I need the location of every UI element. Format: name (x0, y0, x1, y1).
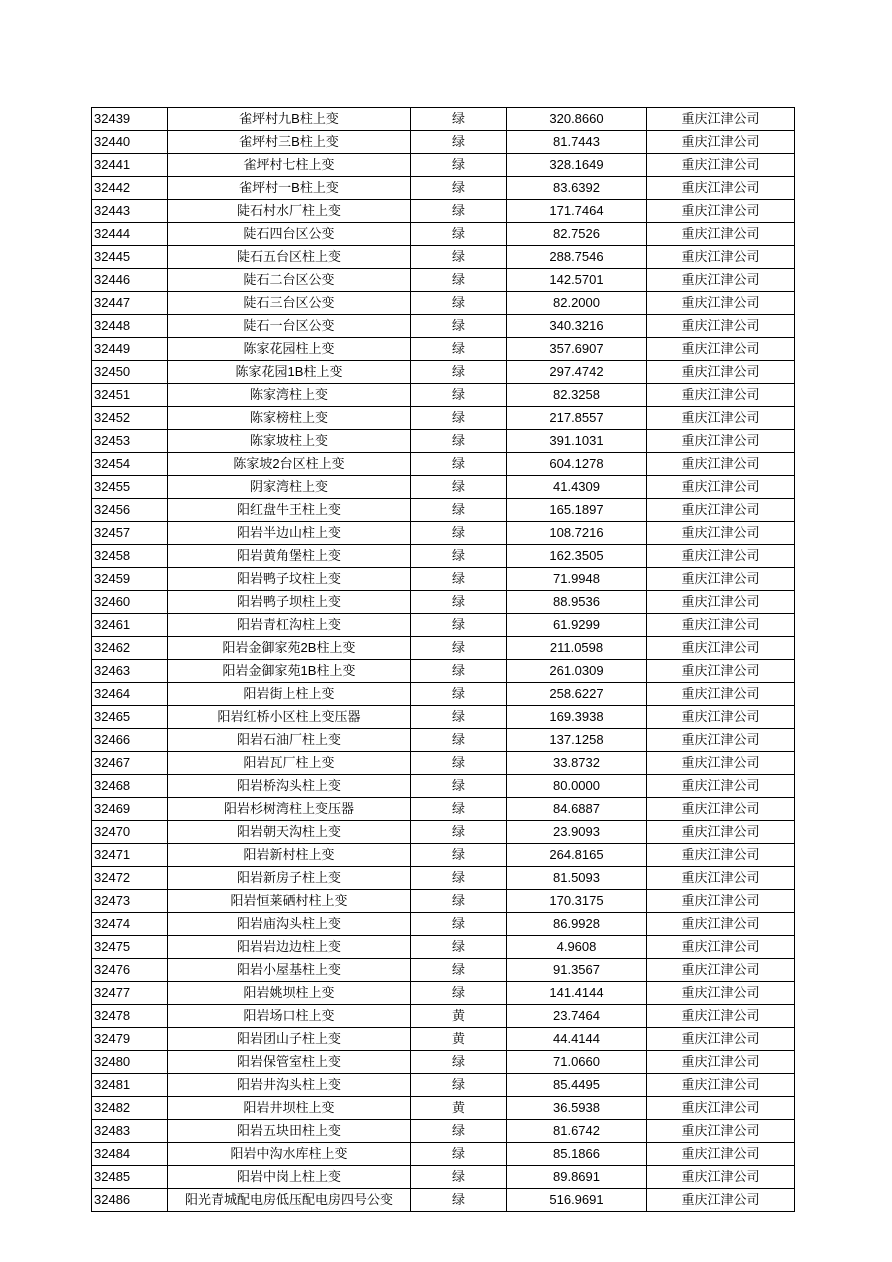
cell-id: 32454 (92, 453, 168, 476)
cell-value: 71.0660 (507, 1051, 647, 1074)
table-row (92, 246, 795, 269)
cell-status-color: 绿 (411, 315, 507, 338)
cell-organization: 重庆江津公司 (647, 614, 795, 637)
cell-name: 陡石三台区公变 (168, 292, 411, 315)
cell-value: 162.3505 (507, 545, 647, 568)
cell-value: 141.4144 (507, 982, 647, 1005)
cell-value: 211.0598 (507, 637, 647, 660)
cell-name: 陈家湾柱上变 (168, 384, 411, 407)
cell-name: 阳岩杉树湾柱上变压器 (168, 798, 411, 821)
cell-id: 32451 (92, 384, 168, 407)
transformer-data-table (91, 107, 795, 1212)
table-row (92, 798, 795, 821)
cell-organization: 重庆江津公司 (647, 407, 795, 430)
cell-id: 32457 (92, 522, 168, 545)
cell-id: 32453 (92, 430, 168, 453)
data-table-container (91, 107, 794, 1212)
cell-id: 32484 (92, 1143, 168, 1166)
cell-status-color: 绿 (411, 545, 507, 568)
cell-value: 391.1031 (507, 430, 647, 453)
table-row (92, 1120, 795, 1143)
cell-value: 169.3938 (507, 706, 647, 729)
cell-name: 阳岩桥沟头柱上变 (168, 775, 411, 798)
cell-name: 阳岩庙沟头柱上变 (168, 913, 411, 936)
cell-id: 32475 (92, 936, 168, 959)
cell-organization: 重庆江津公司 (647, 1074, 795, 1097)
cell-id: 32481 (92, 1074, 168, 1097)
cell-status-color: 绿 (411, 1074, 507, 1097)
cell-id: 32474 (92, 913, 168, 936)
table-row (92, 1097, 795, 1120)
cell-id: 32460 (92, 591, 168, 614)
cell-value: 170.3175 (507, 890, 647, 913)
cell-name: 陡石四台区公变 (168, 223, 411, 246)
cell-organization: 重庆江津公司 (647, 499, 795, 522)
table-row (92, 913, 795, 936)
cell-organization: 重庆江津公司 (647, 798, 795, 821)
cell-value: 86.9928 (507, 913, 647, 936)
cell-status-color: 绿 (411, 1120, 507, 1143)
cell-value: 23.9093 (507, 821, 647, 844)
table-row (92, 1166, 795, 1189)
cell-name: 阳岩青杠沟柱上变 (168, 614, 411, 637)
cell-status-color: 绿 (411, 1166, 507, 1189)
cell-name: 阳岩新房子柱上变 (168, 867, 411, 890)
cell-id: 32458 (92, 545, 168, 568)
cell-id: 32462 (92, 637, 168, 660)
table-row (92, 154, 795, 177)
table-row (92, 1074, 795, 1097)
cell-id: 32467 (92, 752, 168, 775)
cell-organization: 重庆江津公司 (647, 315, 795, 338)
table-row (92, 1143, 795, 1166)
cell-status-color: 绿 (411, 775, 507, 798)
cell-organization: 重庆江津公司 (647, 200, 795, 223)
table-row (92, 292, 795, 315)
table-row (92, 407, 795, 430)
cell-organization: 重庆江津公司 (647, 246, 795, 269)
cell-name: 阳红盘牛王柱上变 (168, 499, 411, 522)
cell-organization: 重庆江津公司 (647, 1051, 795, 1074)
cell-organization: 重庆江津公司 (647, 591, 795, 614)
cell-name: 雀坪村九B柱上变 (168, 108, 411, 131)
cell-name: 陈家坡2台区柱上变 (168, 453, 411, 476)
table-body (92, 108, 795, 1212)
cell-status-color: 黄 (411, 1028, 507, 1051)
cell-status-color: 绿 (411, 384, 507, 407)
cell-value: 80.0000 (507, 775, 647, 798)
cell-id: 32450 (92, 361, 168, 384)
cell-status-color: 绿 (411, 361, 507, 384)
cell-value: 604.1278 (507, 453, 647, 476)
cell-value: 258.6227 (507, 683, 647, 706)
cell-status-color: 绿 (411, 637, 507, 660)
cell-value: 264.8165 (507, 844, 647, 867)
cell-name: 阳岩岩边边柱上变 (168, 936, 411, 959)
cell-organization: 重庆江津公司 (647, 1028, 795, 1051)
table-row (92, 844, 795, 867)
table-row (92, 568, 795, 591)
cell-value: 91.3567 (507, 959, 647, 982)
table-row (92, 821, 795, 844)
cell-organization: 重庆江津公司 (647, 1143, 795, 1166)
cell-organization: 重庆江津公司 (647, 913, 795, 936)
cell-value: 165.1897 (507, 499, 647, 522)
cell-name: 阳岩井沟头柱上变 (168, 1074, 411, 1097)
cell-value: 23.7464 (507, 1005, 647, 1028)
cell-organization: 重庆江津公司 (647, 1166, 795, 1189)
cell-name: 陈家坡柱上变 (168, 430, 411, 453)
cell-organization: 重庆江津公司 (647, 982, 795, 1005)
cell-organization: 重庆江津公司 (647, 867, 795, 890)
cell-status-color: 绿 (411, 706, 507, 729)
cell-status-color: 绿 (411, 867, 507, 890)
cell-value: 328.1649 (507, 154, 647, 177)
cell-value: 82.3258 (507, 384, 647, 407)
cell-status-color: 绿 (411, 1189, 507, 1212)
table-row (92, 269, 795, 292)
table-row (92, 752, 795, 775)
cell-organization: 重庆江津公司 (647, 269, 795, 292)
table-row (92, 936, 795, 959)
table-row (92, 867, 795, 890)
cell-id: 32471 (92, 844, 168, 867)
cell-value: 41.4309 (507, 476, 647, 499)
cell-status-color: 绿 (411, 890, 507, 913)
cell-organization: 重庆江津公司 (647, 683, 795, 706)
cell-status-color: 绿 (411, 1051, 507, 1074)
cell-name: 雀坪村三B柱上变 (168, 131, 411, 154)
cell-id: 32480 (92, 1051, 168, 1074)
cell-status-color: 绿 (411, 499, 507, 522)
cell-value: 4.9608 (507, 936, 647, 959)
cell-organization: 重庆江津公司 (647, 637, 795, 660)
cell-name: 阳岩团山子柱上变 (168, 1028, 411, 1051)
cell-organization: 重庆江津公司 (647, 1097, 795, 1120)
cell-value: 516.9691 (507, 1189, 647, 1212)
cell-name: 阳岩金御家苑1B柱上变 (168, 660, 411, 683)
table-row (92, 706, 795, 729)
cell-name: 阳岩小屋基柱上变 (168, 959, 411, 982)
table-row (92, 384, 795, 407)
cell-name: 阳岩中沟水库柱上变 (168, 1143, 411, 1166)
table-row (92, 1005, 795, 1028)
cell-id: 32466 (92, 729, 168, 752)
cell-name: 阳岩五块田柱上变 (168, 1120, 411, 1143)
cell-organization: 重庆江津公司 (647, 729, 795, 752)
cell-id: 32472 (92, 867, 168, 890)
cell-id: 32455 (92, 476, 168, 499)
cell-name: 阳岩场口柱上变 (168, 1005, 411, 1028)
cell-name: 阳岩井坝柱上变 (168, 1097, 411, 1120)
cell-status-color: 绿 (411, 959, 507, 982)
cell-name: 阳岩瓦厂柱上变 (168, 752, 411, 775)
cell-name: 阳岩保管室柱上变 (168, 1051, 411, 1074)
cell-value: 89.8691 (507, 1166, 647, 1189)
cell-id: 32478 (92, 1005, 168, 1028)
cell-id: 32442 (92, 177, 168, 200)
cell-id: 32476 (92, 959, 168, 982)
cell-status-color: 绿 (411, 982, 507, 1005)
cell-organization: 重庆江津公司 (647, 292, 795, 315)
table-row (92, 683, 795, 706)
cell-status-color: 绿 (411, 729, 507, 752)
cell-id: 32443 (92, 200, 168, 223)
cell-organization: 重庆江津公司 (647, 131, 795, 154)
cell-organization: 重庆江津公司 (647, 361, 795, 384)
cell-id: 32459 (92, 568, 168, 591)
cell-status-color: 黄 (411, 1097, 507, 1120)
cell-status-color: 绿 (411, 798, 507, 821)
cell-organization: 重庆江津公司 (647, 821, 795, 844)
cell-name: 雀坪村一B柱上变 (168, 177, 411, 200)
cell-id: 32439 (92, 108, 168, 131)
table-row (92, 890, 795, 913)
table-row (92, 338, 795, 361)
table-row (92, 1051, 795, 1074)
cell-organization: 重庆江津公司 (647, 568, 795, 591)
cell-status-color: 绿 (411, 1143, 507, 1166)
table-row (92, 522, 795, 545)
table-row (92, 223, 795, 246)
table-row (92, 637, 795, 660)
table-row (92, 200, 795, 223)
cell-organization: 重庆江津公司 (647, 1005, 795, 1028)
cell-organization: 重庆江津公司 (647, 959, 795, 982)
cell-value: 288.7546 (507, 246, 647, 269)
cell-name: 阳岩鸭子坟柱上变 (168, 568, 411, 591)
cell-name: 阴家湾柱上变 (168, 476, 411, 499)
cell-id: 32448 (92, 315, 168, 338)
cell-id: 32473 (92, 890, 168, 913)
cell-id: 32461 (92, 614, 168, 637)
cell-value: 33.8732 (507, 752, 647, 775)
cell-value: 137.1258 (507, 729, 647, 752)
cell-organization: 重庆江津公司 (647, 706, 795, 729)
cell-name: 阳岩红桥小区柱上变压器 (168, 706, 411, 729)
cell-id: 32441 (92, 154, 168, 177)
cell-name: 陈家榜柱上变 (168, 407, 411, 430)
cell-value: 85.1866 (507, 1143, 647, 1166)
cell-id: 32485 (92, 1166, 168, 1189)
cell-id: 32479 (92, 1028, 168, 1051)
cell-value: 171.7464 (507, 200, 647, 223)
cell-status-color: 绿 (411, 177, 507, 200)
cell-name: 阳岩石油厂柱上变 (168, 729, 411, 752)
cell-organization: 重庆江津公司 (647, 1120, 795, 1143)
cell-id: 32464 (92, 683, 168, 706)
cell-organization: 重庆江津公司 (647, 177, 795, 200)
cell-status-color: 绿 (411, 936, 507, 959)
table-row (92, 545, 795, 568)
cell-value: 340.3216 (507, 315, 647, 338)
table-row (92, 177, 795, 200)
cell-value: 84.6887 (507, 798, 647, 821)
cell-name: 陡石一台区公变 (168, 315, 411, 338)
cell-organization: 重庆江津公司 (647, 545, 795, 568)
cell-organization: 重庆江津公司 (647, 1189, 795, 1212)
cell-status-color: 绿 (411, 154, 507, 177)
cell-status-color: 绿 (411, 660, 507, 683)
cell-id: 32469 (92, 798, 168, 821)
cell-organization: 重庆江津公司 (647, 660, 795, 683)
table-row (92, 1028, 795, 1051)
cell-id: 32440 (92, 131, 168, 154)
cell-organization: 重庆江津公司 (647, 936, 795, 959)
cell-id: 32449 (92, 338, 168, 361)
cell-name: 陡石五台区柱上变 (168, 246, 411, 269)
cell-value: 82.7526 (507, 223, 647, 246)
cell-status-color: 绿 (411, 131, 507, 154)
cell-organization: 重庆江津公司 (647, 775, 795, 798)
cell-value: 71.9948 (507, 568, 647, 591)
cell-status-color: 绿 (411, 269, 507, 292)
table-row (92, 982, 795, 1005)
cell-id: 32477 (92, 982, 168, 1005)
table-row (92, 1189, 795, 1212)
cell-organization: 重庆江津公司 (647, 844, 795, 867)
cell-id: 32463 (92, 660, 168, 683)
cell-status-color: 绿 (411, 568, 507, 591)
table-row (92, 430, 795, 453)
cell-name: 陈家花园柱上变 (168, 338, 411, 361)
cell-value: 81.7443 (507, 131, 647, 154)
table-row (92, 775, 795, 798)
cell-id: 32468 (92, 775, 168, 798)
table-row (92, 591, 795, 614)
cell-name: 阳岩姚坝柱上变 (168, 982, 411, 1005)
cell-value: 357.6907 (507, 338, 647, 361)
cell-value: 142.5701 (507, 269, 647, 292)
cell-name: 陈家花园1B柱上变 (168, 361, 411, 384)
cell-organization: 重庆江津公司 (647, 453, 795, 476)
cell-value: 85.4495 (507, 1074, 647, 1097)
cell-value: 44.4144 (507, 1028, 647, 1051)
cell-name: 阳光青城配电房低压配电房四号公变 (168, 1189, 411, 1212)
cell-organization: 重庆江津公司 (647, 223, 795, 246)
cell-name: 阳岩朝天沟柱上变 (168, 821, 411, 844)
cell-organization: 重庆江津公司 (647, 476, 795, 499)
cell-status-color: 绿 (411, 522, 507, 545)
cell-status-color: 绿 (411, 821, 507, 844)
cell-status-color: 绿 (411, 591, 507, 614)
cell-status-color: 绿 (411, 844, 507, 867)
table-row (92, 315, 795, 338)
cell-name: 阳岩街上柱上变 (168, 683, 411, 706)
cell-name: 阳岩恒莱硒村柱上变 (168, 890, 411, 913)
cell-status-color: 绿 (411, 108, 507, 131)
cell-value: 81.6742 (507, 1120, 647, 1143)
table-row (92, 476, 795, 499)
cell-id: 32470 (92, 821, 168, 844)
cell-value: 320.8660 (507, 108, 647, 131)
cell-value: 261.0309 (507, 660, 647, 683)
cell-organization: 重庆江津公司 (647, 338, 795, 361)
cell-organization: 重庆江津公司 (647, 752, 795, 775)
cell-organization: 重庆江津公司 (647, 384, 795, 407)
table-row (92, 959, 795, 982)
cell-status-color: 绿 (411, 683, 507, 706)
cell-organization: 重庆江津公司 (647, 522, 795, 545)
cell-id: 32445 (92, 246, 168, 269)
cell-status-color: 绿 (411, 913, 507, 936)
cell-id: 32486 (92, 1189, 168, 1212)
cell-name: 阳岩半边山柱上变 (168, 522, 411, 545)
cell-status-color: 绿 (411, 292, 507, 315)
cell-status-color: 绿 (411, 200, 507, 223)
table-row (92, 499, 795, 522)
cell-status-color: 绿 (411, 430, 507, 453)
cell-value: 297.4742 (507, 361, 647, 384)
table-row (92, 453, 795, 476)
cell-name: 陡石村水厂柱上变 (168, 200, 411, 223)
cell-id: 32452 (92, 407, 168, 430)
cell-id: 32483 (92, 1120, 168, 1143)
cell-value: 82.2000 (507, 292, 647, 315)
cell-status-color: 绿 (411, 338, 507, 361)
table-row (92, 108, 795, 131)
cell-status-color: 绿 (411, 476, 507, 499)
table-row (92, 361, 795, 384)
cell-name: 阳岩鸭子坝柱上变 (168, 591, 411, 614)
cell-name: 阳岩黄角堡柱上变 (168, 545, 411, 568)
cell-id: 32447 (92, 292, 168, 315)
cell-value: 217.8557 (507, 407, 647, 430)
cell-name: 陡石二台区公变 (168, 269, 411, 292)
cell-name: 阳岩中岗上柱上变 (168, 1166, 411, 1189)
table-row (92, 729, 795, 752)
cell-value: 88.9536 (507, 591, 647, 614)
cell-value: 81.5093 (507, 867, 647, 890)
cell-name: 雀坪村七柱上变 (168, 154, 411, 177)
cell-status-color: 黄 (411, 1005, 507, 1028)
cell-id: 32456 (92, 499, 168, 522)
cell-status-color: 绿 (411, 246, 507, 269)
cell-id: 32446 (92, 269, 168, 292)
table-row (92, 614, 795, 637)
cell-organization: 重庆江津公司 (647, 108, 795, 131)
cell-name: 阳岩新村柱上变 (168, 844, 411, 867)
cell-organization: 重庆江津公司 (647, 154, 795, 177)
table-row (92, 131, 795, 154)
cell-id: 32482 (92, 1097, 168, 1120)
cell-value: 108.7216 (507, 522, 647, 545)
cell-status-color: 绿 (411, 407, 507, 430)
cell-organization: 重庆江津公司 (647, 430, 795, 453)
cell-value: 36.5938 (507, 1097, 647, 1120)
cell-status-color: 绿 (411, 223, 507, 246)
cell-name: 阳岩金御家苑2B柱上变 (168, 637, 411, 660)
cell-value: 83.6392 (507, 177, 647, 200)
cell-status-color: 绿 (411, 752, 507, 775)
cell-id: 32444 (92, 223, 168, 246)
cell-status-color: 绿 (411, 453, 507, 476)
cell-id: 32465 (92, 706, 168, 729)
cell-organization: 重庆江津公司 (647, 890, 795, 913)
cell-status-color: 绿 (411, 614, 507, 637)
table-row (92, 660, 795, 683)
cell-value: 61.9299 (507, 614, 647, 637)
